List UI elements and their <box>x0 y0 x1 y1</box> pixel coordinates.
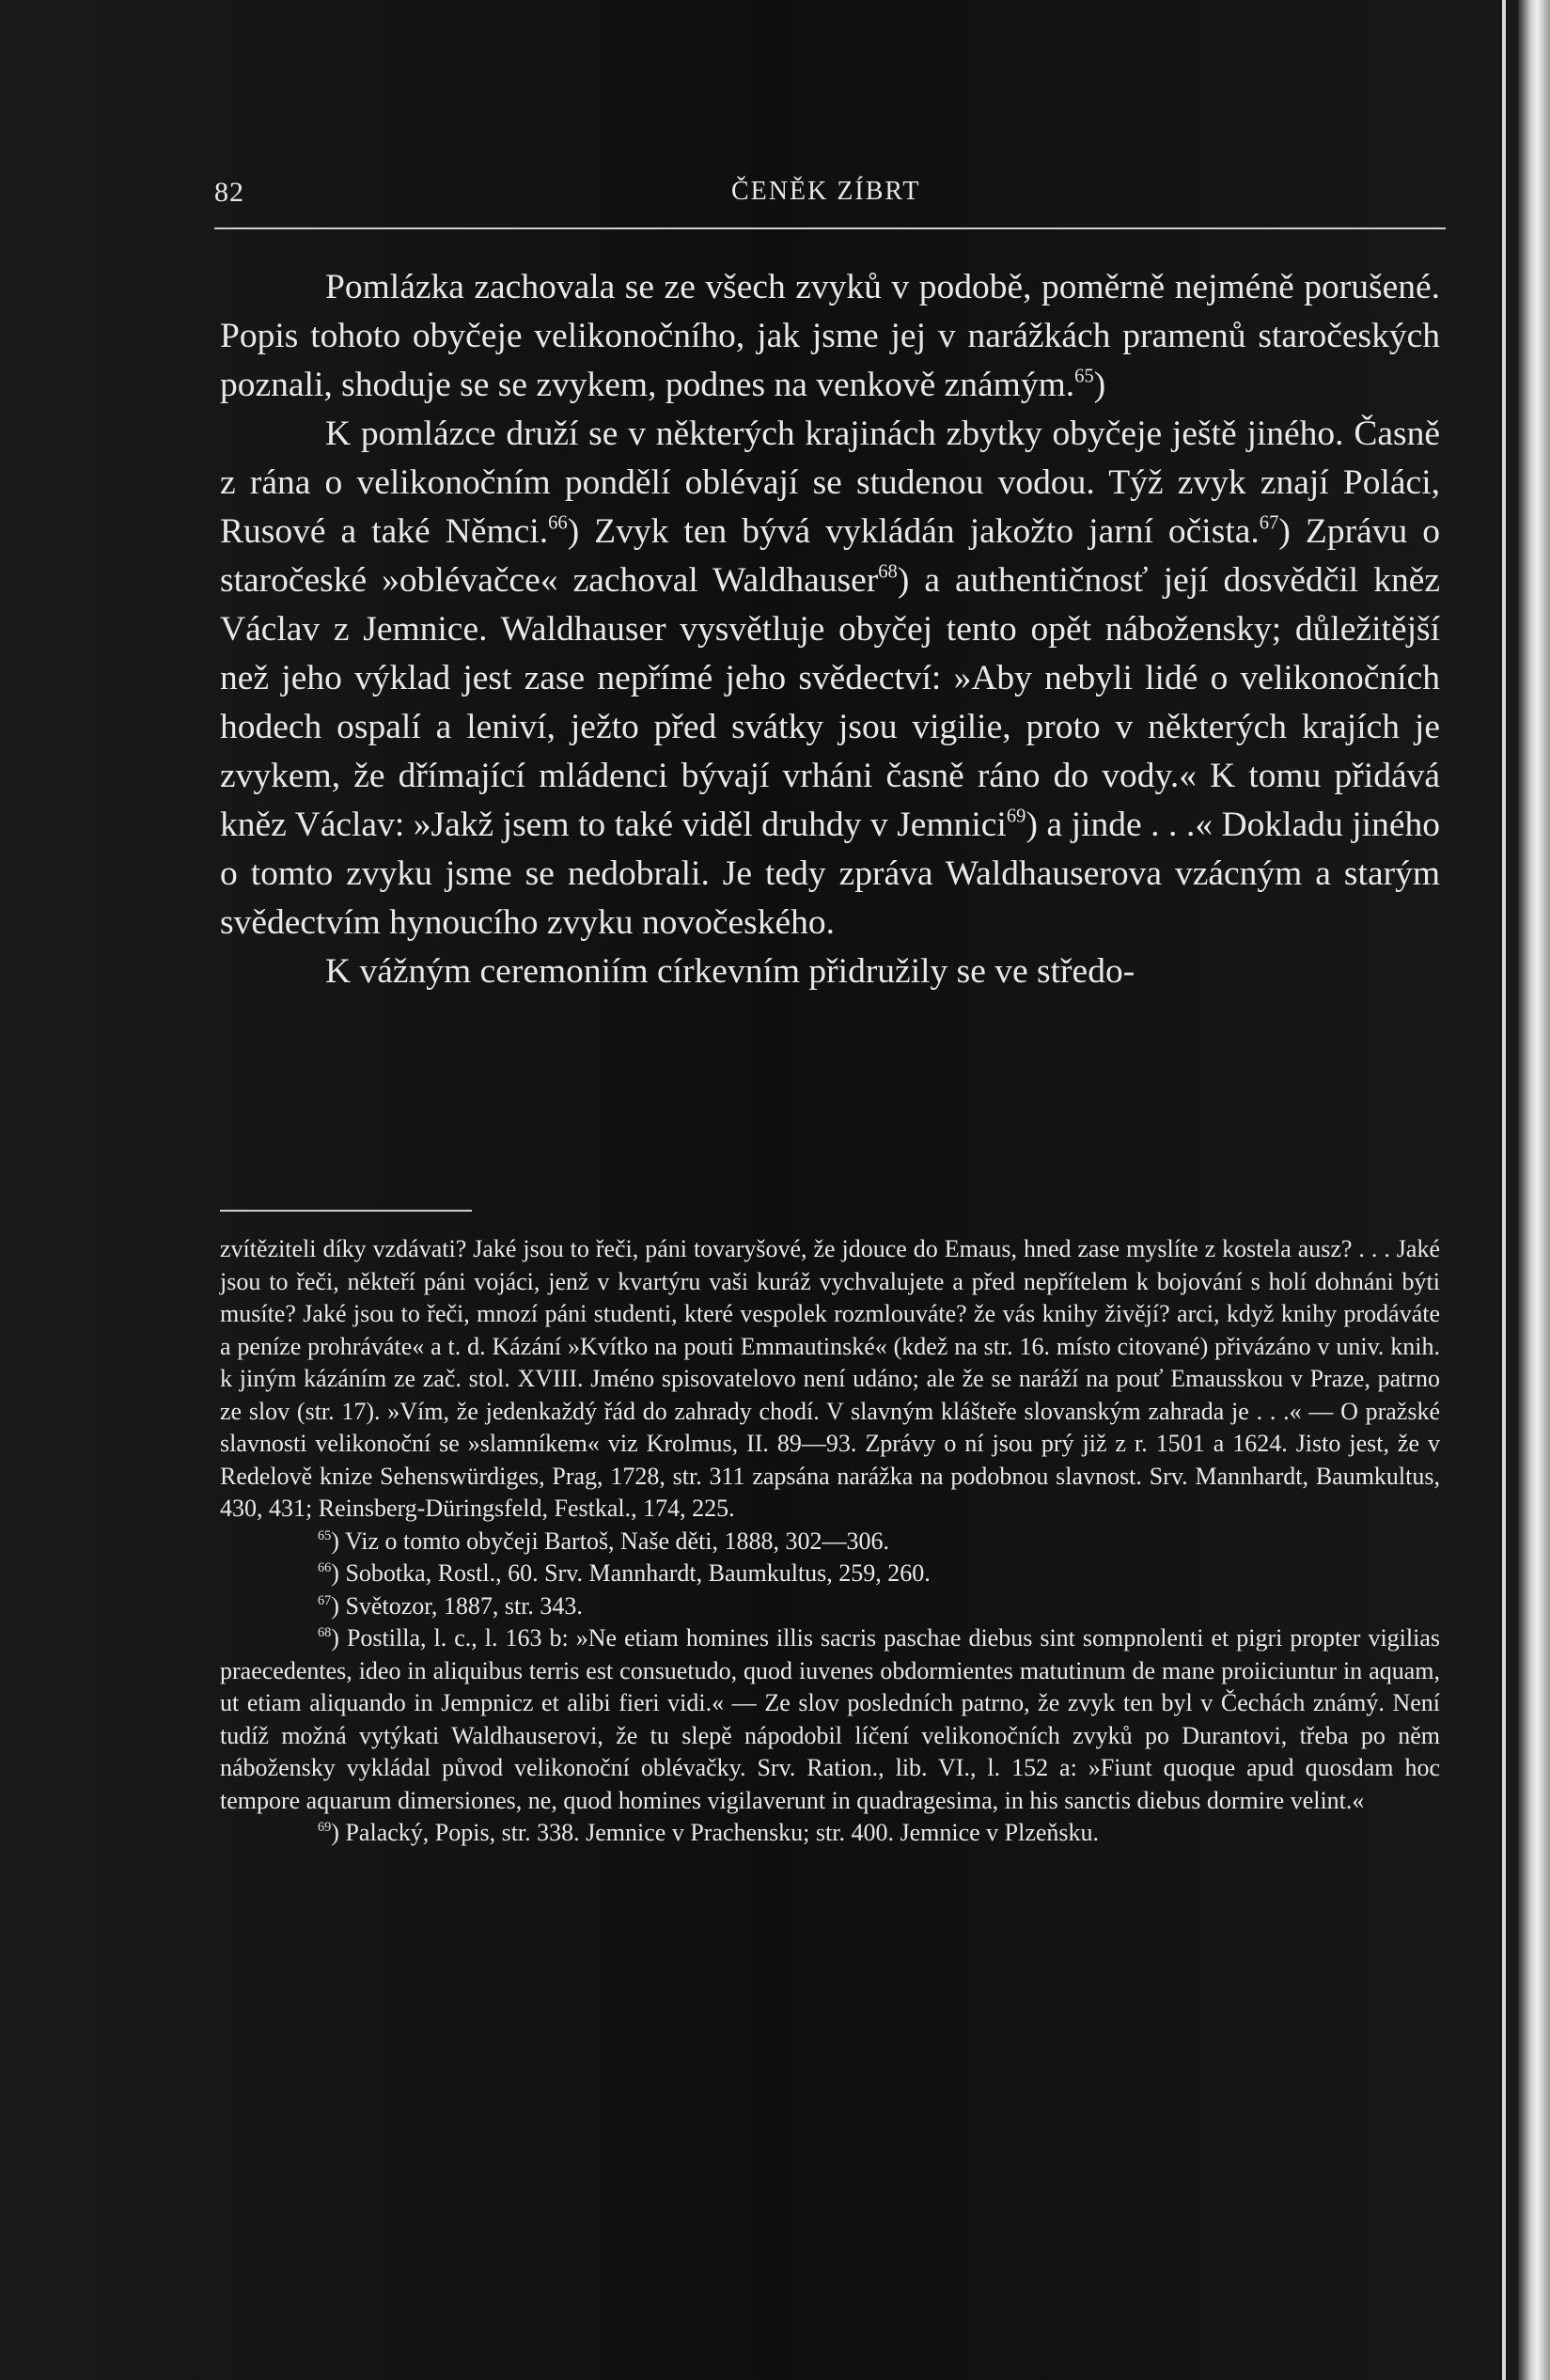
main-text <box>220 263 1440 996</box>
footnote-68: $^{68}$) Postilla, l. c., l. 163 b: »Ne etiam homines illis sacris paschae diebus sint sompnolenti et pigri propter vigilias praecedentes, ideo in aliquibus terris est consuetudo, quod iuvenes obdormientes matutinum de mane proiiciuntur in aquam, ut etiam aliquando in Jempnicz et alibi fieri vidi.« — Ze slov posledních patrno, že zvyk ten byl v Čechách známý. Není tudíž možná vytýkati Waldhauserovi, že tu slepě nápodobil líčení velikonočních zvyků po Durantovi, třeba po něm nábožensky vykládal původ velikonoční oblévačky. Srv. Ration., lib. VI., l. 152 a: »Fiunt quoque apud quosdam hoc tempore aquarum dimersiones, ne, quod homines vigilaverunt in quadragesima, in his sanctis diebus dormire velint.« <box>220 1624 1440 1814</box>
footnote-69-text: Palacký, Popis, str. 338. Jemnice v Prachensku; str. 400. Jemnice v Plzeňsku. <box>338 1819 1100 1846</box>
footnote-mark-66: 66 <box>318 1560 332 1575</box>
footnote-mark-67: 67 <box>318 1592 332 1608</box>
book-page <box>214 169 1446 2303</box>
footnote-65-text: Viz o tomto obyčeji Bartoš, Naše děti, 1888, 302—306. <box>338 1527 890 1555</box>
footnotes <box>220 1233 1440 1850</box>
paragraph-2-text-a: K pomlázce druží se v některých krajinách zbytky obyčeje ještě jiného. Časně z rána o velikonočním pondělí oblévají se studenou vodou. Týž zvyk znají Poláci, Rusové a také Němci. <box>220 415 1440 551</box>
paragraph-2-text-d: a authentičnosť její dosvědčil kněz Václav z Jemnice. Waldhauser vysvětluje obyčej tento opět nábožensky; důležitější než jeho výklad jest zase nepřímé jeho svědectví: »Aby nebyli lidé o velikonočních hodech ospalí a leniví, ježto před svátky jsou vigilie, proto v některých krajích je zvykem, že dřímající mládenci bývají vrháni časně ráno do vody.« K tomu přidává kněz Václav: »Jakž jsem to také viděl druhdy v Jemnici <box>220 561 1440 844</box>
footnote-68-text: Postilla, l. c., l. 163 b: »Ne etiam homines illis sacris paschae diebus sint sompnolenti et pigri propter vigilias praecedentes, ideo in aliquibus terris est consuetudo, quod iuvenes obdormientes matutinum de mane proiiciuntur in aquam, ut etiam aliquando in Jempnicz et alibi fieri vidi.« — Ze slov posledních patrno, že zvyk ten byl v Čechách známý. Není tudíž možná vytýkati Waldhauserovi, že tu slepě nápodobil líčení velikonočních zvyků po Durantovi, třeba po něm nábožensky vykládal původ velikonoční oblévačky. Srv. Ration., lib. VI., l. 152 a: »Fiunt quoque apud quosdam hoc tempore aquarum dimersiones, ne, quod homines vigilaverunt in quadragesima, in his sanctis diebus dormire velint.« <box>220 1624 1440 1814</box>
page-number: 82 <box>214 177 244 208</box>
footnote-67: $^{67}$) Světozor, 1887, str. 343. <box>318 1591 583 1620</box>
footnote-69: $^{69}$) Palacký, Popis, str. 338. Jemnice v Prachensku; str. 400. Jemnice v Plzeňsku. <box>318 1819 1100 1846</box>
paragraph-2: K pomlázce druží se v některých krajinách zbytky obyčeje ještě jiného. Časně z rána o velikonočním pondělí oblévají se studenou vodou. Týž zvyk znají Poláci, Rusové a také Němci.$^{66}$) Zvyk ten bývá vykládán jakožto jarní očista.$^{67}$) Zprávu o staročeské »oblévačce« zachoval Waldhauser$^{68}$) a authentičnosť její dosvědčil kněz Václav z Jemnice. Waldhauser vysvětluje obyčej tento opět nábožensky; důležitější než jeho výklad jest zase nepřímé jeho svědectví: »Aby nebyli lidé o velikonočních hodech ospalí a leniví, ježto před svátky jsou vigilie, proto v některých krajích je zvykem, že dřímající mládenci bývají vrháni časně ráno do vody.« K tomu přidává kněz Václav: »Jakž jsem to také viděl druhdy v Jemnici$^{69}$) a jinde . . .« Dokladu jiného o tomto zvyku jsme se nedobrali. Je tedy zpráva Waldhauserova vzácným a starým svědectvím hynoucího zvyku novočeského. <box>220 415 1441 942</box>
footnote-mark-65: 65 <box>318 1527 332 1543</box>
footnote-mark-68: 68 <box>318 1625 332 1640</box>
page-header <box>214 169 1446 216</box>
paragraph-3 <box>220 947 1440 996</box>
footnote-continued: zvítěziteli díky vzdávati? Jaké jsou to řeči, páni tovaryšové, že jdouce do Emaus, hned zase myslíte z kostela ausz? . . . Jaké jsou to řeči, někteří páni vojáci, jenž v kvartýru vaši kuráž vychvalujete a před nepřítelem k bojování s holí dohnáni býti musíte? Jaké jsou to řeči, mnozí páni studenti, které vespolek rozmlouváte? že vás knihy živějí? arci, když knihy prodáváte a peníze prohráváte« a t. d. Kázání »Kvítko na pouti Emmautinské« (kdež na str. 16. místo citované) přivázáno v univ. knih. k jiným kázáním ze zač. stol. XVIII. Jméno spisovatelovo není udáno; ale že se naráží na pouť Emausskou v Praze, patrno ze slov (str. 17). »Vím, že jedenkaždý řád do zahrady chodí. V slavným klášteře slovanským zahrada je . . .« — O pražské slavnosti velikonoční se »slamníkem« viz Krolmus, II. 89—93. Zprávy o ní jsou prý již z r. 1501 a 1624. Jisto jest, že v Redelově knize Sehenswürdiges, Prag, 1728, str. 311 zapsána narážka na podobnou slavnost. Srv. Mannhardt, Baumkultus, 430, 431; Reinsberg-Düringsfeld, Festkal., 174, 225. <box>220 1235 1440 1522</box>
running-head: ČENĚK ZÍBRT <box>731 177 921 206</box>
header-rule <box>214 227 1446 229</box>
footnote-rule <box>220 1210 472 1212</box>
paragraph-3-text: K vážným ceremoniím církevním přidružily se ve středo- <box>325 952 1135 991</box>
footnote-66-text: Sobotka, Rostl., 60. Srv. Mannhardt, Baumkultus, 259, 260. <box>338 1559 931 1587</box>
paragraph-2-text-b: Zvyk ten bývá vykládán jakožto jarní očista. <box>579 512 1260 551</box>
footnote-mark-69: 69 <box>318 1820 332 1835</box>
footnote-65: $^{65}$) Viz o tomto obyčeji Bartoš, Naše děti, 1888, 302—306. <box>318 1527 890 1555</box>
book-edge-strip <box>1518 0 1550 2380</box>
footnote-ref-67: 67 <box>1259 512 1279 534</box>
footnote-ref-69: 69 <box>1006 806 1026 827</box>
footnote-ref-68: 68 <box>878 561 898 583</box>
paragraph-1-text: Pomlázka zachovala se ze všech zvyků v podobě, poměrně nejméně porušené. Popis tohoto obyčeje velikonočního, jak jsme jej v narážkách pramenů staročeských poznali, shoduje se se zvykem, podnes na venkově známým. <box>220 268 1440 404</box>
footnote-66: $^{66}$) Sobotka, Rostl., 60. Srv. Mannhardt, Baumkultus, 259, 260. <box>318 1559 931 1587</box>
footnote-ref-66: 66 <box>548 512 568 534</box>
paragraph-2-text-c: Zprávu o staročeské »oblévačce« zachoval Waldhauser <box>220 512 1441 600</box>
paragraph-1: Pomlázka zachovala se ze všech zvyků v podobě, poměrně nejméně porušené. Popis tohoto obyčeje velikonočního, jak jsme jej v narážkách pramenů staročeských poznali, shoduje se se zvykem, podnes na venkově známým.$^{65}$) <box>220 268 1440 404</box>
paragraph-2-text-e: a jinde . . .« Dokladu jiného o tomto zvyku jsme se nedobrali. Je tedy zpráva Waldhauserova vzácným a starým svědectvím hynoucího zvyku novočeského. <box>220 806 1440 942</box>
footnote-ref-65: 65 <box>1074 366 1094 387</box>
footnote-67-text: Světozor, 1887, str. 343. <box>338 1591 583 1620</box>
book-edge-line <box>1502 0 1506 2380</box>
